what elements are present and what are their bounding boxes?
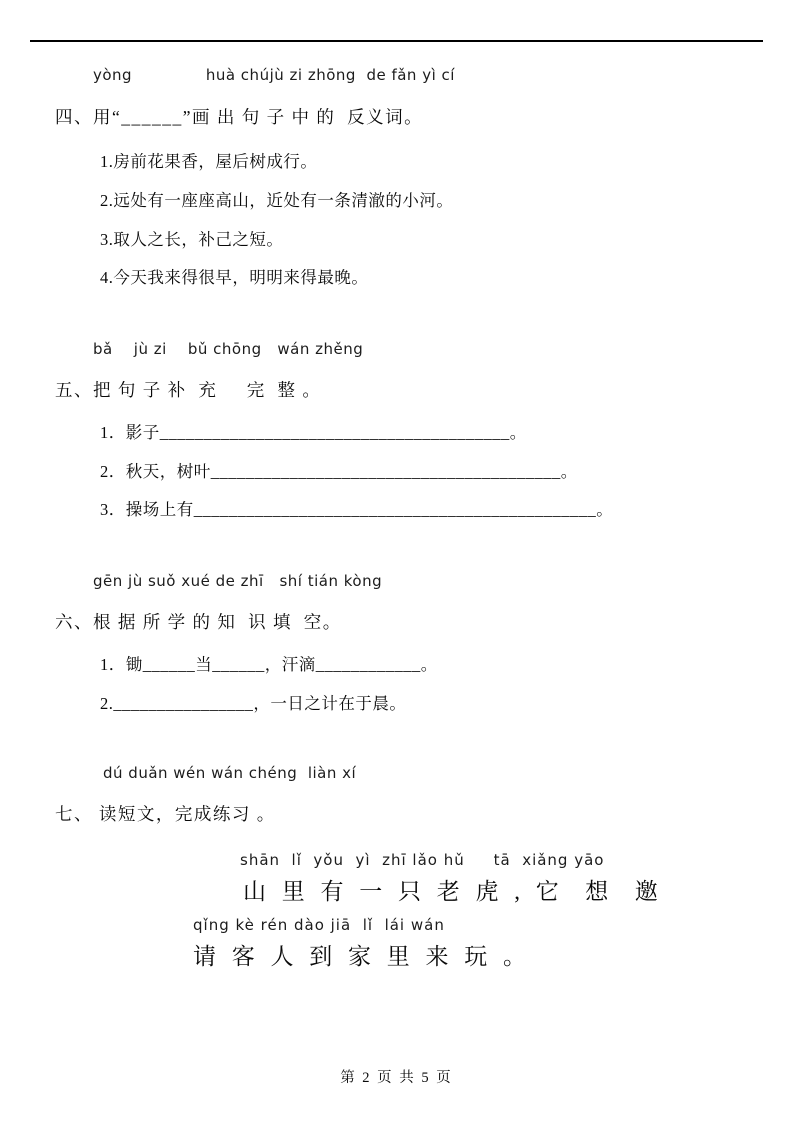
section6-item-1: 1．锄______当______，汗滴____________。 [100, 655, 438, 674]
section5-item-1: 1．影子________________________________________。 [100, 423, 527, 442]
section7-pinyin: dú duǎn wén wán chéng liàn xí [103, 764, 357, 782]
page-number-footer: 第 2 页 共 5 页 [340, 1070, 453, 1086]
section4-item-3: 3.取人之长，补己之短。 [100, 230, 284, 249]
passage-pinyin-line-2: qǐng kè rén dào jiā lǐ lái wán [193, 916, 445, 934]
section7-title: 七、 读短文，完成练习 。 [55, 804, 276, 824]
section5-title: 五、把 句 子 补 充 完 整 。 [55, 380, 322, 400]
section5-item-3: 3．操场上有______________________________________________。 [100, 500, 614, 519]
section6-item-2: 2.________________，一日之计在于晨。 [100, 694, 407, 713]
section6-pinyin: gēn jù suǒ xué de zhī shí tián kòng [93, 572, 383, 590]
section4-item-2: 2.远处有一座座高山，近处有一条清澈的小河。 [100, 191, 454, 210]
passage-pinyin-line-1: shān lǐ yǒu yì zhī lǎo hǔ tā xiǎng yāo [240, 851, 605, 869]
page-top-border [30, 40, 763, 42]
passage-text-line-2: 请 客 人 到 家 里 来 玩 。 [193, 944, 531, 969]
section4-title: 四、用“______”画 出 句 子 中 的 反义词。 [55, 107, 424, 127]
section5-pinyin: bǎ jù zi bǔ chōng wán zhěng [93, 340, 364, 358]
passage-text-line-1: 山 里 有 一 只 老 虎 , 它 想 邀 [243, 879, 663, 904]
section4-item-4: 4.今天我来得很早，明明来得最晚。 [100, 268, 369, 287]
section4-pinyin: yòng huà chújù zi zhōng de fǎn yì cí [93, 66, 455, 84]
section5-item-2: 2．秋天，树叶________________________________________。 [100, 462, 578, 481]
section4-item-1: 1.房前花果香，屋后树成行。 [100, 152, 318, 171]
section6-title: 六、根 据 所 学 的 知 识 填 空。 [55, 612, 342, 632]
